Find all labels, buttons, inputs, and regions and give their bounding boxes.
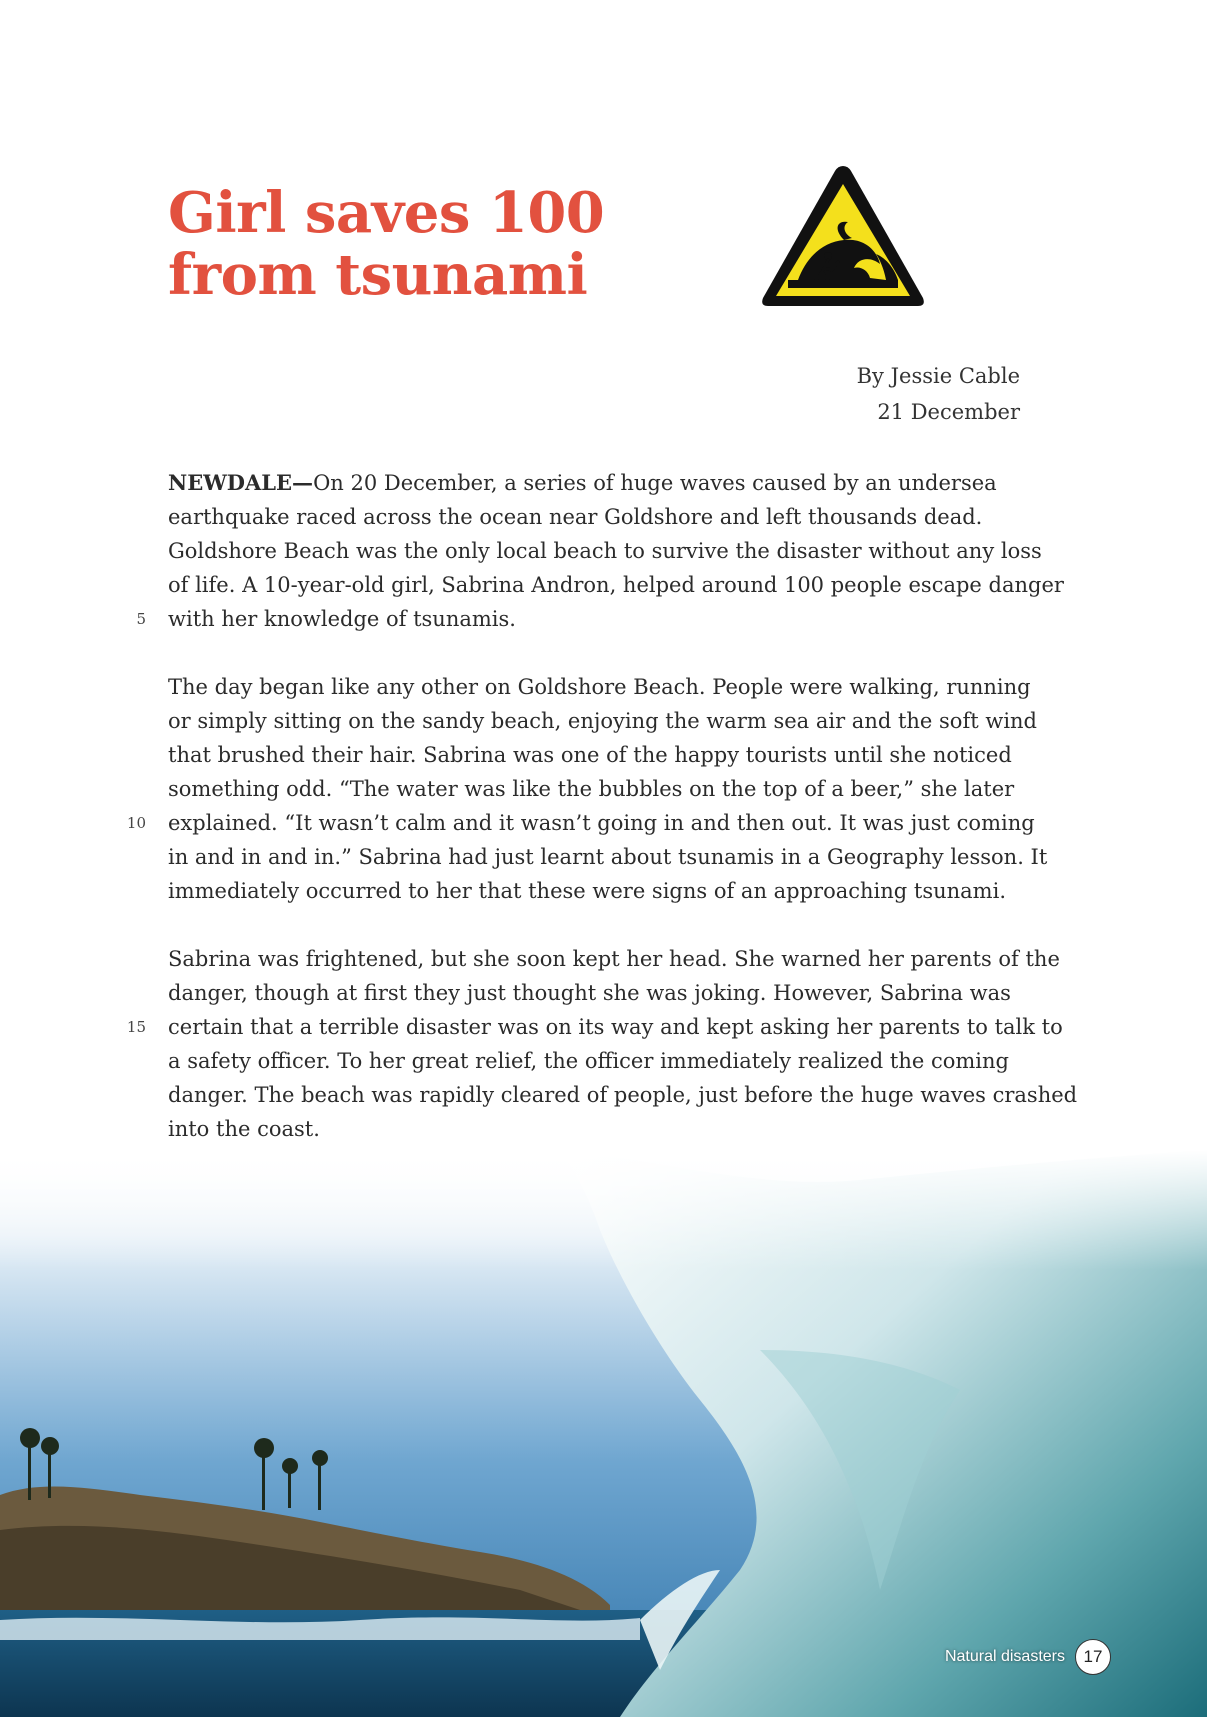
line-number: 5: [136, 610, 146, 628]
text-line: [168, 704, 1048, 738]
line-text: Goldshore Beach was the only local beach to survive the disaster without any loss: [168, 539, 1042, 563]
text-line: [168, 1112, 1048, 1146]
tsunami-warning-icon: [758, 160, 928, 312]
text-line: [136, 602, 1048, 636]
line-text: that brushed their hair. Sabrina was one of the happy tourists until she noticed: [168, 743, 1012, 767]
author: By Jessie Cable: [856, 364, 1020, 388]
byline: [857, 358, 1020, 430]
article-title: Girl saves 100 from tsunami: [168, 180, 605, 308]
line-text: or simply sitting on the sandy beach, enjoying the warm sea air and the soft wind: [168, 709, 1037, 733]
article-paragraph: [126, 670, 1048, 908]
article-paragraph: [136, 466, 1064, 636]
text-line: [168, 670, 1048, 704]
article-paragraph: [126, 942, 1078, 1146]
text-line: [168, 976, 1048, 1010]
line-text: danger, though at first they just thought she was joking. However, Sabrina was: [168, 981, 1011, 1005]
page-footer: [945, 1639, 1111, 1675]
line-text: with her knowledge of tsunamis.: [168, 607, 516, 631]
text-line: [126, 1010, 1063, 1044]
line-text: On 20 December, a series of huge waves caused by an undersea: [313, 471, 997, 495]
line-text: immediately occurred to her that these were signs of an approaching tsunami.: [168, 879, 1006, 903]
page-number: 17: [1075, 1639, 1111, 1675]
text-line: [168, 466, 1048, 500]
text-line: [168, 534, 1048, 568]
text-line: [168, 1078, 1078, 1112]
text-line: [168, 840, 1048, 874]
line-text: The day began like any other on Goldshore Beach. People were walking, running: [168, 675, 1031, 699]
line-text: earthquake raced across the ocean near Goldshore and left thousands dead.: [168, 505, 983, 529]
text-line: [126, 806, 1048, 840]
line-number: 10: [126, 814, 146, 832]
dateline: NEWDALE—: [168, 470, 314, 495]
line-text: danger. The beach was rapidly cleared of people, just before the huge waves crashed: [168, 1083, 1078, 1107]
section-label: Natural disasters: [944, 1648, 1065, 1665]
text-line: [168, 500, 1048, 534]
line-text: certain that a terrible disaster was on its way and kept asking her parents to talk to: [168, 1015, 1063, 1039]
line-text: in and in and in.” Sabrina had just learnt about tsunamis in a Geography lesson. It: [168, 845, 1048, 869]
line-text: of life. A 10-year-old girl, Sabrina Andron, helped around 100 people escape danger: [168, 573, 1064, 597]
line-text: explained. “It wasn’t calm and it wasn’t going in and then out. It was just coming: [168, 811, 1035, 835]
publish-date: 21 December: [877, 400, 1020, 424]
line-text: into the coast.: [168, 1117, 320, 1141]
line-number: 15: [126, 1018, 146, 1036]
line-text: Sabrina was frightened, but she soon kept her head. She warned her parents of the: [168, 947, 1060, 971]
ocean-wave-photo: [0, 1150, 1207, 1717]
line-text: a safety officer. To her great relief, the officer immediately realized the coming: [168, 1049, 1009, 1073]
text-line: [168, 772, 1048, 806]
article-body: [126, 466, 1078, 1180]
text-line: [168, 1044, 1048, 1078]
line-text: something odd. “The water was like the bubbles on the top of a beer,” she later: [168, 777, 1015, 801]
text-line: [168, 738, 1048, 772]
text-line: [168, 568, 1064, 602]
text-line: [168, 874, 1048, 908]
text-line: [168, 942, 1060, 976]
